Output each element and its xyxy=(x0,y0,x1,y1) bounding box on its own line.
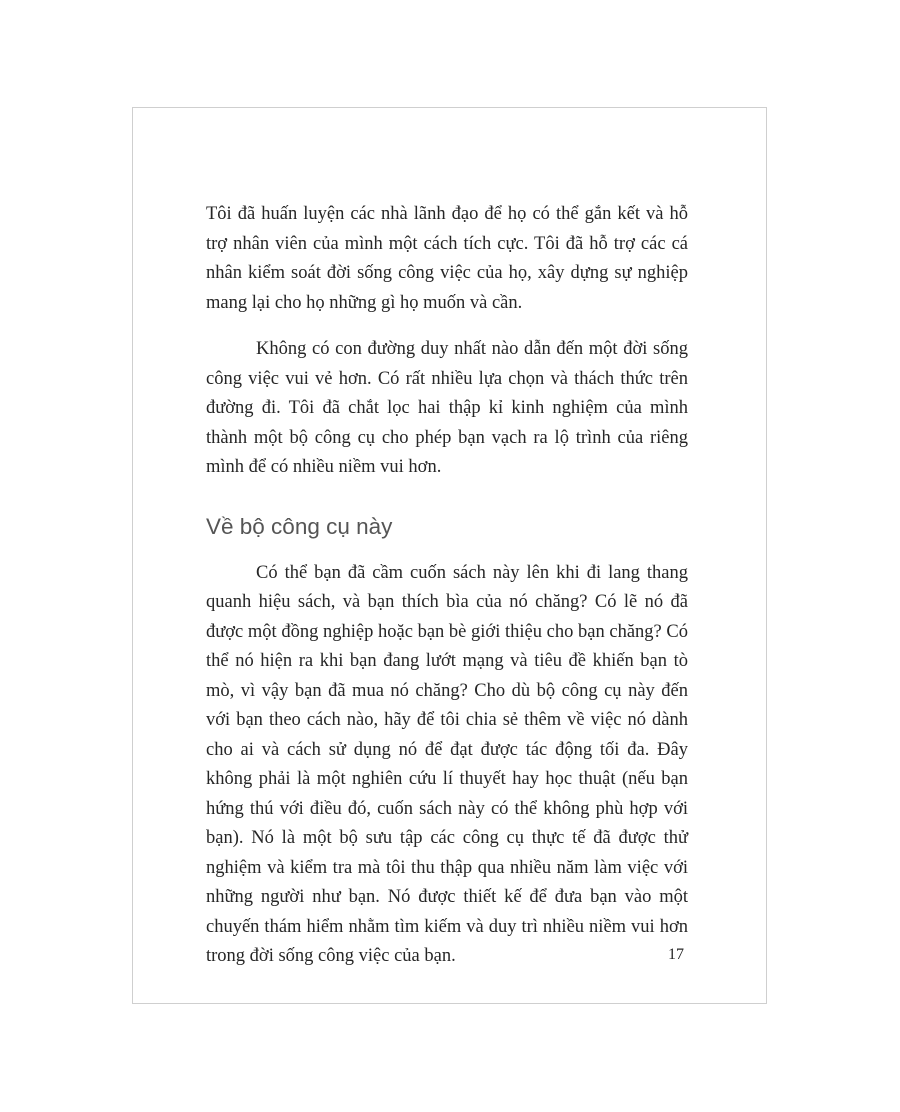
book-page xyxy=(132,107,767,1004)
section-paragraph: Có thể bạn đã cầm cuốn sách này lên khi đi lang thang quanh hiệu sách, và bạn thích bìa của nó chăng? Có lẽ nó đã được một đồng nghiệp hoặc bạn bè giới thiệu cho bạn chăng? Có thể nó hiện ra khi bạn đang lướt mạng và tiêu đề khiến bạn tò mò, vì vậy bạn đã mua nó chăng? Cho dù bộ công cụ này đến với bạn theo cách nào, hãy để tôi chia sẻ thêm về việc nó dành cho ai và cách sử dụng nó để đạt được tác động tối đa. Đây không phải là một nghiên cứu lí thuyết hay học thuật (nếu bạn hứng thú với điều đó, cuốn sách này có thể không phù hợp với bạn). Nó là một bộ sưu tập các công cụ thực tế đã được thử nghiệm và kiểm tra mà tôi thu thập qua nhiều năm làm việc với những người như bạn. Nó được thiết kế để đưa bạn vào một chuyến thám hiểm nhằm tìm kiếm và duy trì nhiều niềm vui hơn trong đời sống công việc của bạn. xyxy=(206,562,688,966)
paragraph-1: Tôi đã huấn luyện các nhà lãnh đạo để họ có thể gắn kết và hỗ trợ nhân viên của mình một cách tích cực. Tôi đã hỗ trợ các cá nhân kiểm soát đời sống công việc của họ, xây dựng sự nghiệp mang lại cho họ những gì họ muốn và cần. xyxy=(206,204,688,313)
section-heading: Về bộ công cụ này xyxy=(206,513,393,539)
page-body xyxy=(206,200,688,972)
page-number: 17 xyxy=(668,946,684,963)
paragraph-2: Không có con đường duy nhất nào dẫn đến một đời sống công việc vui vẻ hơn. Có rất nhiều lựa chọn và thách thức trên đường đi. Tôi đã chắt lọc hai thập kỉ kinh nghiệm của mình thành một bộ công cụ cho phép bạn vạch ra lộ trình của riêng mình để có nhiều niềm vui hơn. xyxy=(206,339,688,477)
